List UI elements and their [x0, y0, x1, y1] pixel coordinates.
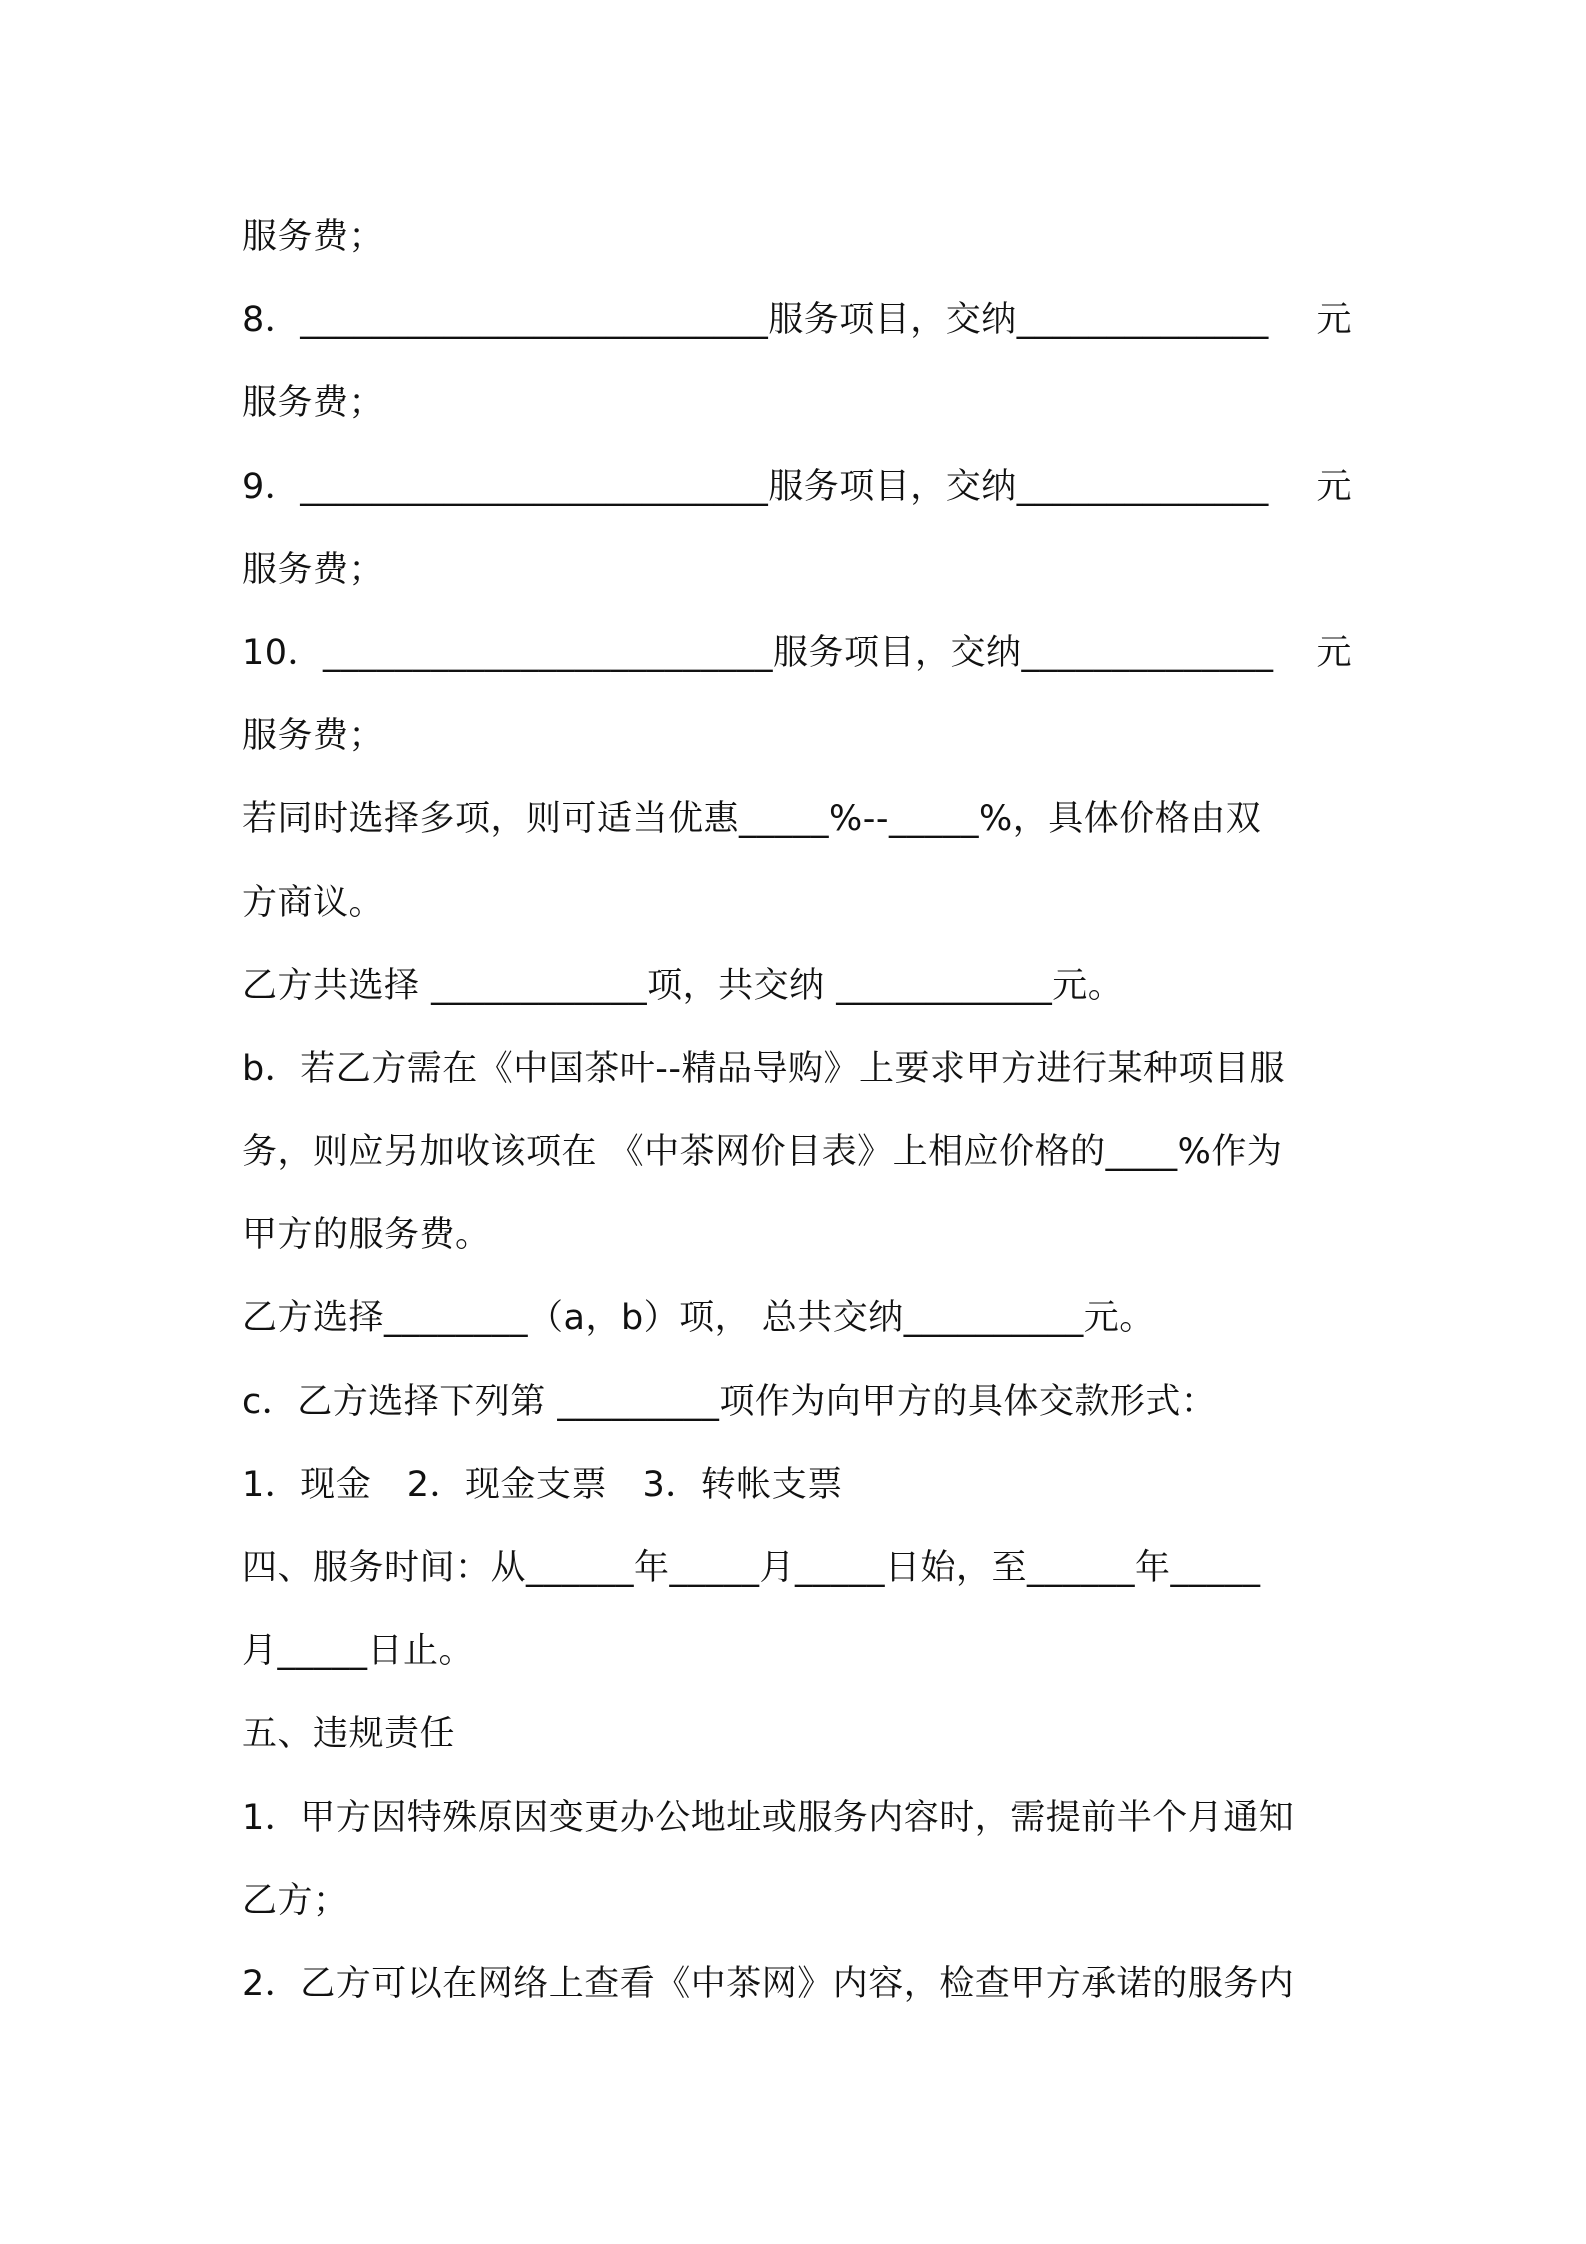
liability-item-1: 1．甲方因特殊原因变更办公地址或服务内容时，需提前半个月通知 — [242, 1797, 1295, 1838]
service-item-9-line — [242, 446, 1352, 529]
discount-clause: 若同时选择多项，则可适当优惠_____%--_____%，具体价格由双 — [242, 799, 1262, 840]
liability-item-2: 2．乙方可以在网络上查看《中茶网》内容，检查甲方承诺的服务内 — [242, 1963, 1295, 2004]
clause-b: b．若乙方需在《中国茶叶--精品导购》上要求甲方进行某种项目服 — [242, 1048, 1285, 1089]
text-line: 服务费； — [242, 383, 385, 424]
service-item-10-line — [242, 612, 1352, 695]
text-line: 服务费； — [242, 716, 385, 757]
payment-methods: 1．现金 2．现金支票 3．转帐支票 — [242, 1464, 843, 1505]
service-item-10-text: 10．_________________________服务项目，交纳______________ — [242, 632, 1274, 673]
currency-unit: 元 — [1316, 300, 1352, 341]
currency-unit: 元 — [1316, 632, 1352, 673]
text-line: 服务费； — [242, 217, 385, 257]
service-item-8-text: 8．__________________________服务项目，交纳______________ — [242, 300, 1269, 341]
service-item-9-text: 9．__________________________服务项目，交纳______________ — [242, 466, 1269, 507]
service-item-8-line — [242, 279, 1352, 362]
section-5-heading: 五、违规责任 — [242, 1714, 456, 1755]
text-line: 乙方； — [242, 1880, 349, 1921]
section-4-service-time: 四、服务时间：从______年_____月_____日始，至______年_____ — [242, 1548, 1261, 1588]
document-body — [242, 196, 1362, 2026]
total-selection-clause: 乙方共选择 ____________项，共交纳 ____________元。 — [242, 965, 1124, 1006]
text-line: 务，则应另加收该项在 《中茶网价目表》上相应价格的____%作为 — [242, 1132, 1283, 1173]
text-line: 甲方的服务费。 — [242, 1215, 491, 1256]
option-selection-clause: 乙方选择________（a，b）项， 总共交纳__________元。 — [242, 1298, 1155, 1339]
text-line: 月_____日止。 — [242, 1631, 475, 1672]
text-line: 服务费； — [242, 549, 385, 590]
text-line: 方商议。 — [242, 882, 385, 923]
currency-unit: 元 — [1316, 466, 1352, 507]
clause-c: c．乙方选择下列第 _________项作为向甲方的具体交款形式： — [242, 1381, 1217, 1422]
